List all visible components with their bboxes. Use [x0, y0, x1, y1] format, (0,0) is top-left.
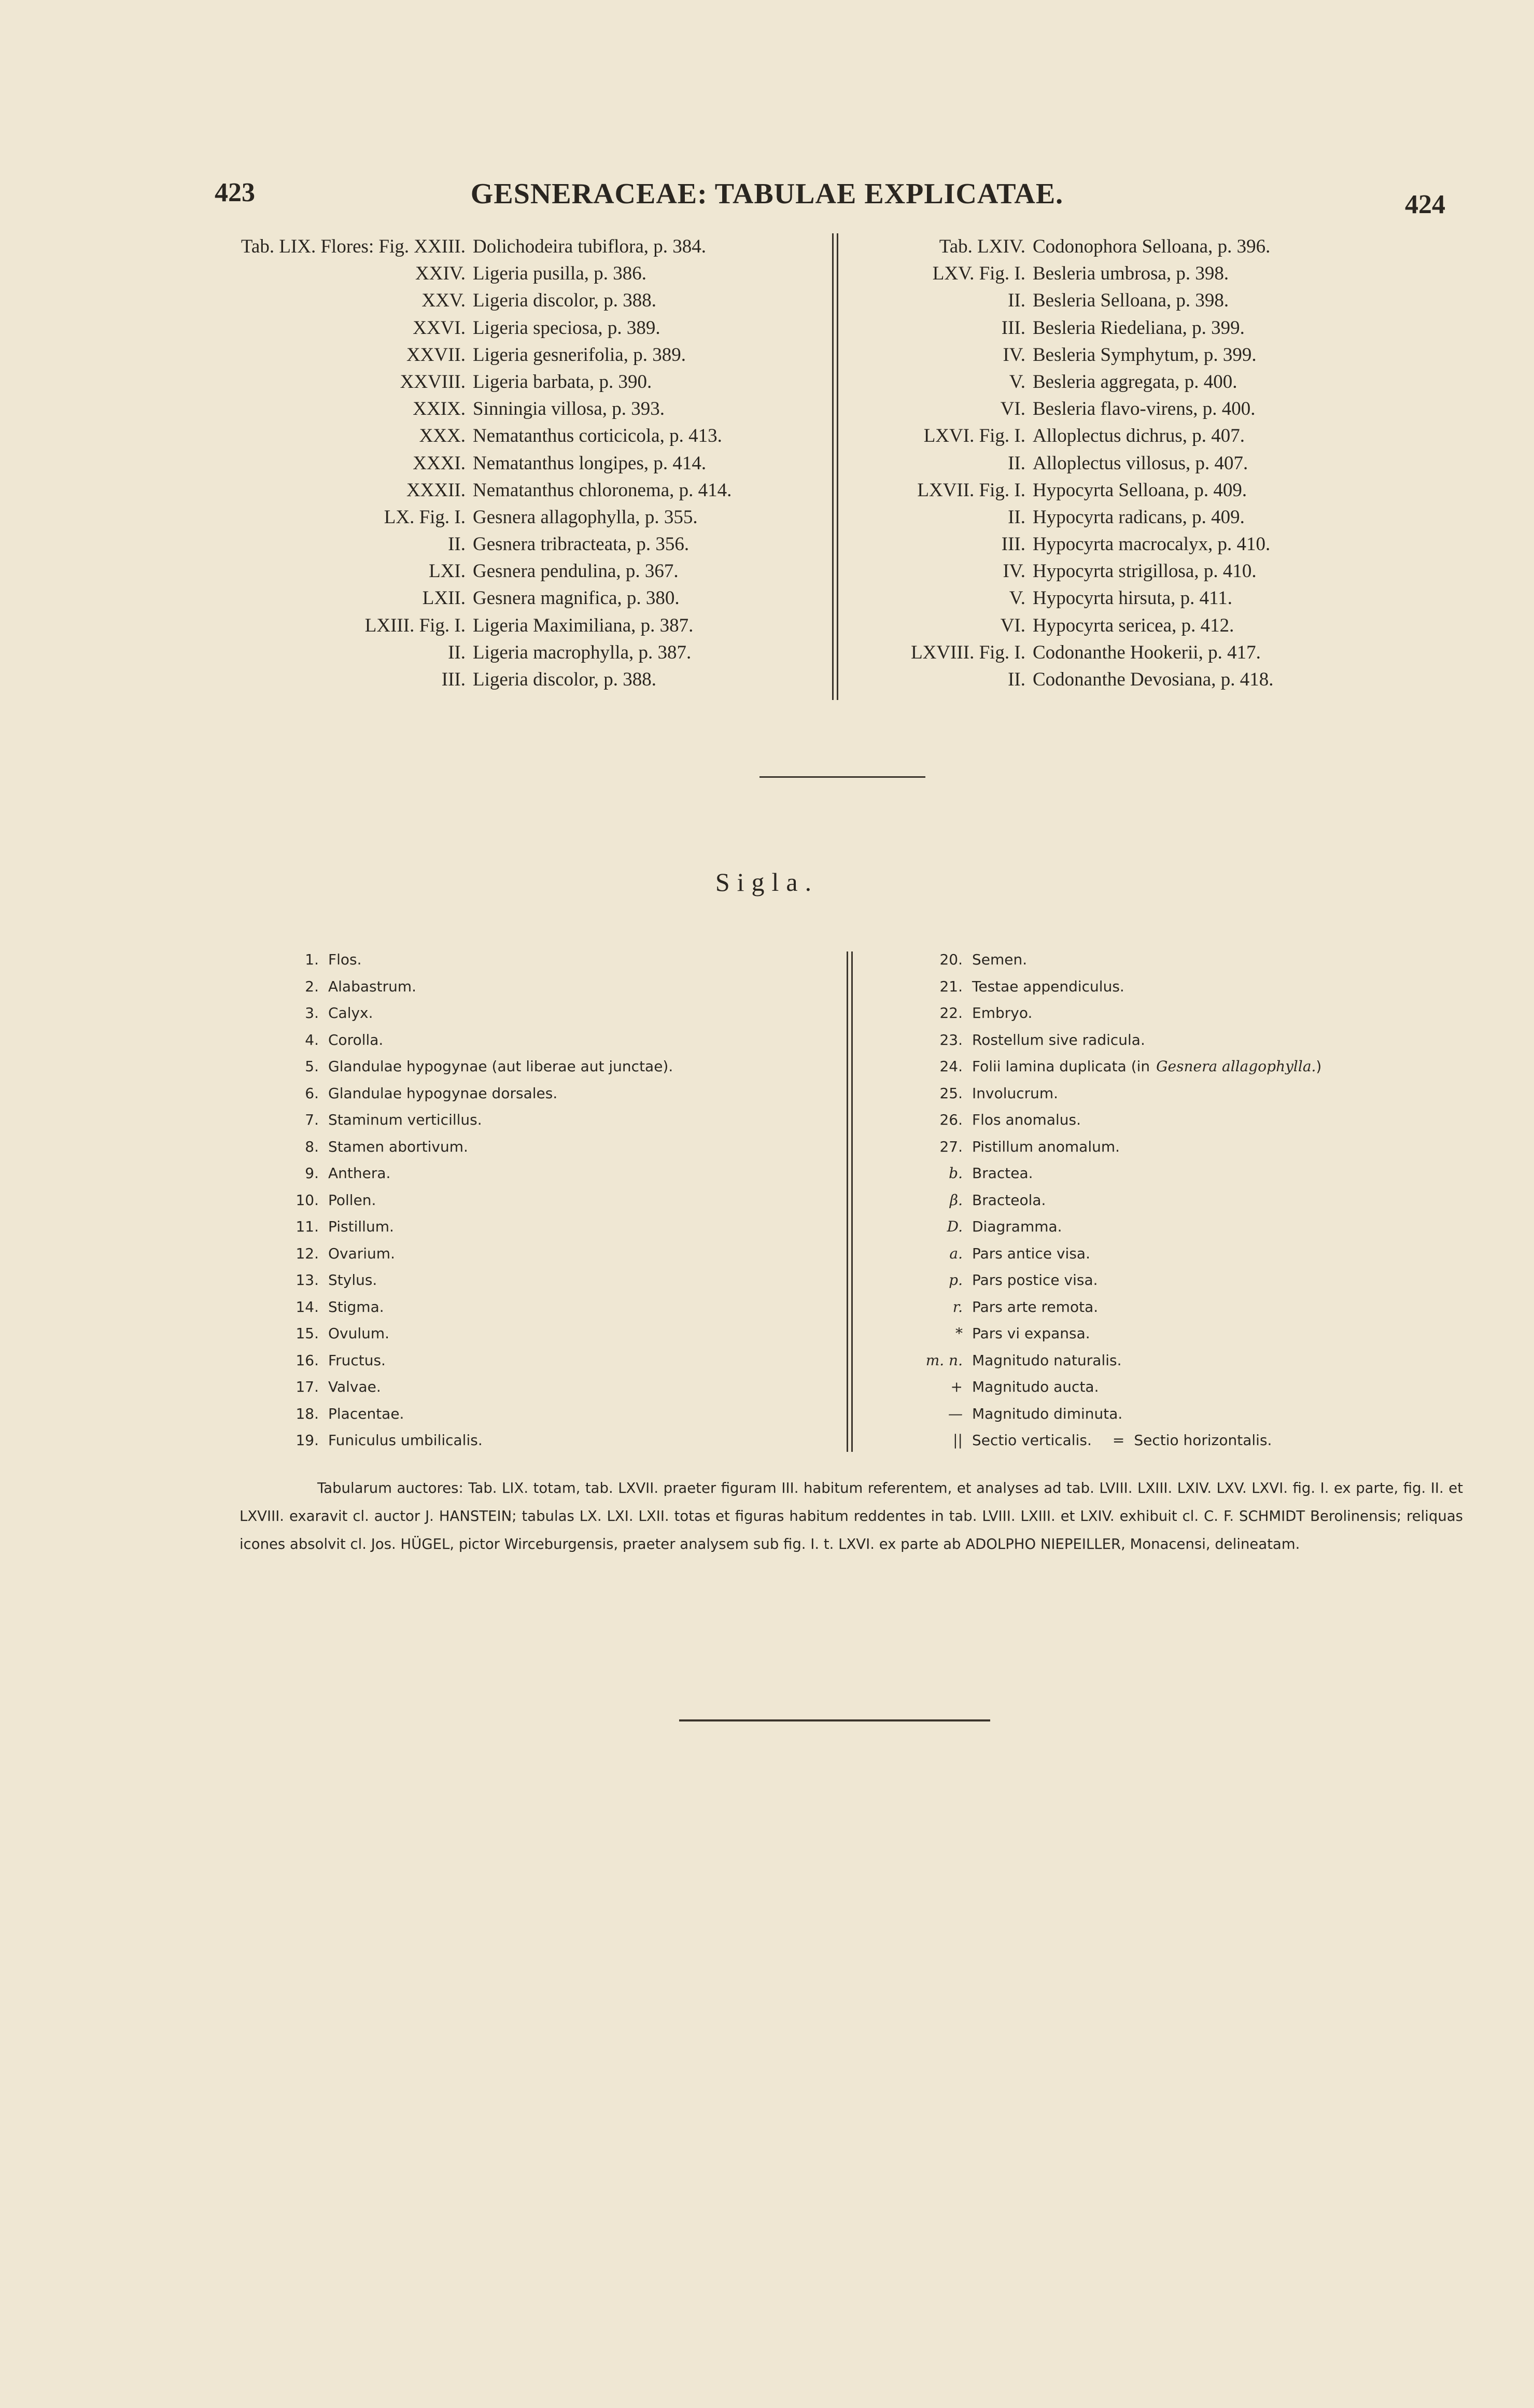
tabula-entry	[197, 315, 809, 342]
sigla-text-main: Corolla.	[328, 1031, 384, 1048]
sigla-entry	[290, 946, 835, 973]
sigla-entry	[881, 1160, 1477, 1187]
sigla-entry	[290, 1427, 835, 1454]
tabula-text: Besleria Symphytum, p. 399.	[1033, 344, 1257, 366]
tabula-entry	[197, 450, 809, 477]
tabula-text: Alloplectus dichrus, p. 407.	[1033, 425, 1245, 447]
sigla-text-main: Semen.	[972, 951, 1028, 968]
sigla-entry	[881, 1027, 1477, 1054]
sigla-text	[972, 1027, 1145, 1054]
sigla-text-main: Pistillum.	[328, 1218, 394, 1235]
sigla-symbol: 6.	[305, 1084, 319, 1102]
sigla-text	[328, 1027, 383, 1054]
sigla-text-main: Involucrum.	[972, 1084, 1059, 1102]
sigla-text-main: Rostellum sive radicula.	[972, 1031, 1145, 1048]
tabula-text: Gesnera pendulina, p. 367.	[473, 561, 679, 582]
sigla-entry	[881, 1294, 1477, 1321]
tabula-label: LXVII. Fig. I.	[917, 479, 1025, 501]
column-divider	[832, 233, 834, 700]
tabula-text: Hypocyrta hirsuta, p. 411.	[1033, 587, 1232, 609]
sigla-text	[328, 1347, 386, 1374]
tabula-entry	[861, 504, 1483, 531]
tabula-text: Gesnera allagophylla, p. 355.	[473, 506, 698, 528]
sigla-text-main: Pars postice visa.	[972, 1271, 1098, 1289]
tabula-text: Ligeria discolor, p. 388.	[473, 290, 657, 312]
tabula-label: XXXI.	[413, 452, 466, 474]
sigla-entry	[290, 1401, 835, 1427]
section-rule	[759, 776, 925, 778]
sigla-text-main: Flos.	[328, 951, 362, 968]
tabula-entry	[861, 342, 1483, 369]
tabula-text: Hypocyrta strigillosa, p. 410.	[1033, 561, 1257, 582]
sigla-symbol: 1.	[305, 951, 319, 968]
sigla-text-main: Magnitudo naturalis.	[972, 1351, 1122, 1369]
tabula-text: Besleria Riedeliana, p. 399.	[1033, 317, 1245, 339]
sigla-text	[328, 1187, 376, 1214]
tabula-entry	[197, 477, 809, 504]
sigla-entry	[290, 1133, 835, 1160]
page-number-left: 423	[215, 178, 255, 207]
sigla-symbol: 14.	[295, 1298, 319, 1315]
sigla-text-main: Alabastrum.	[328, 977, 417, 995]
tabula-label: VI.	[1000, 614, 1025, 636]
sigla-symbol: 8.	[305, 1138, 319, 1155]
tabula-label: Tab. LIX. Flores: Fig. XXIII.	[241, 236, 466, 257]
sigla-symbol: 24.	[939, 1058, 963, 1075]
tabula-text: Sinningia villosa, p. 393.	[473, 398, 665, 420]
sigla-right-list	[881, 946, 1477, 1454]
sigla-symbol: +	[950, 1378, 963, 1395]
tabula-label: II.	[448, 534, 466, 555]
sigla-text	[328, 946, 362, 973]
tabula-text: Ligeria barbata, p. 390.	[473, 371, 652, 393]
sigla-text	[328, 1240, 395, 1267]
tabula-label: IV.	[1003, 561, 1025, 582]
sigla-symbol: 2.	[305, 977, 319, 995]
sigla-entry	[881, 1000, 1477, 1027]
sigla-entry	[290, 1374, 835, 1401]
sigla-symbol: 22.	[939, 1004, 963, 1021]
tabula-text: Besleria umbrosa, p. 398.	[1033, 263, 1229, 285]
sigla-text-main: Placentae.	[328, 1405, 404, 1422]
sigla-text-main: Ovarium.	[328, 1244, 395, 1262]
tabula-label: LXIII. Fig. I.	[364, 614, 466, 636]
sigla-text-main: Glandulae hypogynae dorsales.	[328, 1084, 558, 1102]
sigla-text-main: Pars arte remota.	[972, 1298, 1099, 1315]
tabula-entry	[861, 666, 1483, 693]
sigla-entry	[290, 1187, 835, 1214]
sigla-text	[328, 1213, 394, 1240]
tabula-entry	[197, 369, 809, 396]
tabula-entry	[861, 260, 1483, 287]
sigla-symbol: 27.	[939, 1138, 963, 1155]
tabula-label: LXV. Fig. I.	[932, 263, 1025, 285]
sigla-symbol: 9.	[305, 1165, 319, 1182]
tabula-label: Tab. LXIV.	[939, 236, 1025, 257]
sigla-symbol: 12.	[295, 1244, 319, 1262]
sigla-entry	[881, 1347, 1477, 1374]
tabulae-left-list	[197, 233, 809, 693]
tabula-label: VI.	[1000, 398, 1025, 420]
tabula-entry	[197, 342, 809, 369]
tabula-text: Ligeria speciosa, p. 389.	[473, 317, 660, 339]
tabula-entry	[197, 639, 809, 666]
sigla-symbol: 3.	[305, 1004, 319, 1021]
sigla-text-main: Diagramma.	[972, 1218, 1062, 1235]
sigla-text-main: Stamen abortivum.	[328, 1138, 468, 1155]
sigla-text-main: Testae appendiculus.	[972, 977, 1124, 995]
tabula-text: Hypocyrta Selloana, p. 409.	[1033, 479, 1247, 501]
tabula-entry	[861, 531, 1483, 558]
sigla-symbol: β.	[949, 1191, 963, 1209]
sigla-text-main: Magnitudo diminuta.	[972, 1405, 1123, 1422]
sigla-entry	[290, 1267, 835, 1294]
sigla-symbol: 25.	[939, 1084, 963, 1102]
tabula-label: XXVI.	[413, 317, 466, 339]
sigla-text	[328, 1000, 373, 1027]
sigla-text	[972, 1107, 1081, 1133]
tabula-label: V.	[1009, 587, 1025, 609]
sigla-symbol: b.	[949, 1165, 963, 1182]
tabula-text: Hypocyrta radicans, p. 409.	[1033, 506, 1245, 528]
sigla-text-main: Folii lamina duplicata (in	[972, 1058, 1150, 1075]
sigla-text	[972, 1080, 1058, 1107]
sigla-symbol: 19.	[295, 1432, 319, 1449]
sigla-text	[972, 1213, 1062, 1240]
tabula-label: XXV.	[421, 290, 466, 312]
tabula-label: LXI.	[429, 561, 466, 582]
tabula-label: XXIV.	[415, 263, 466, 285]
sigla-text-main: Embryo.	[972, 1004, 1033, 1021]
sigla-entry	[290, 1107, 835, 1133]
sigla-text-main: Bractea.	[972, 1165, 1033, 1182]
sigla-text	[972, 1320, 1090, 1347]
sigla-entry	[290, 1294, 835, 1321]
sigla-entry	[290, 1320, 835, 1347]
tabula-text: Nematanthus chloronema, p. 414.	[473, 479, 732, 501]
tabula-entry	[861, 477, 1483, 504]
sigla-text	[328, 1080, 557, 1107]
tabula-entry	[861, 396, 1483, 423]
tabula-entry	[197, 423, 809, 450]
sigla-text	[328, 1107, 482, 1133]
tabula-entry	[861, 233, 1483, 260]
sigla-text-main: Funiculus umbilicalis.	[328, 1432, 483, 1449]
tabula-entry	[861, 315, 1483, 342]
sigla-symbol: 5.	[305, 1058, 319, 1075]
sigla-heading: Sigla.	[715, 867, 819, 897]
tabula-label: XXX.	[419, 425, 466, 447]
sigla-text-main: Calyx.	[328, 1004, 373, 1021]
tabula-entry	[197, 287, 809, 314]
sigla-text	[972, 1294, 1098, 1321]
sigla-entry	[881, 1320, 1477, 1347]
tabula-label: V.	[1009, 371, 1025, 393]
tabula-text: Codonanthe Devosiana, p. 418.	[1033, 669, 1274, 690]
tabula-label: II.	[1008, 290, 1025, 312]
sigla-entry	[881, 973, 1477, 1000]
tabula-label: III.	[1001, 534, 1025, 555]
tabula-entry	[197, 558, 809, 585]
sigla-text-main: Pars vi expansa.	[972, 1325, 1090, 1342]
tabula-entry	[861, 612, 1483, 639]
sigla-symbol: 11.	[295, 1218, 319, 1235]
sigla-entry	[881, 1267, 1477, 1294]
sigla-symbol: D.	[947, 1218, 963, 1235]
tabula-text: Besleria aggregata, p. 400.	[1033, 371, 1237, 393]
sigla-text	[328, 1374, 381, 1401]
sigla-text-main: Pollen.	[328, 1191, 376, 1209]
tabula-entry	[861, 585, 1483, 612]
sigla-symbol: a.	[949, 1244, 963, 1262]
sigla-entry	[881, 1187, 1477, 1214]
sigla-divider	[851, 951, 853, 1452]
sigla-text-main: Flos anomalus.	[972, 1111, 1081, 1128]
sigla-text-main: Valvae.	[328, 1378, 381, 1395]
tabula-label: II.	[1008, 669, 1025, 690]
sigla-entry	[290, 1000, 835, 1027]
tabula-text: Codonophora Selloana, p. 396.	[1033, 236, 1271, 257]
sigla-entry	[290, 1080, 835, 1107]
sigla-entry	[290, 1213, 835, 1240]
sigla-text	[328, 1294, 384, 1321]
sigla-entry	[290, 1160, 835, 1187]
sigla-entry	[290, 973, 835, 1000]
tabula-label: LXVI. Fig. I.	[923, 425, 1025, 447]
sigla-text	[972, 1427, 1272, 1454]
bottom-rule	[679, 1719, 990, 1721]
tabula-text: Dolichodeira tubiflora, p. 384.	[473, 236, 707, 257]
tabula-entry	[861, 287, 1483, 314]
sigla-text	[972, 1133, 1120, 1160]
sigla-symbol: m. n.	[925, 1351, 963, 1369]
sigla-symbol: 4.	[305, 1031, 319, 1048]
sigla-text-main: Fructus.	[328, 1351, 386, 1369]
tabula-entry	[197, 260, 809, 287]
sigla-text	[972, 1267, 1098, 1294]
tabula-label: II.	[448, 641, 466, 663]
tabula-text: Nematanthus longipes, p. 414.	[473, 452, 707, 474]
tabula-entry	[197, 666, 809, 693]
tabula-entry	[197, 504, 809, 531]
sigla-text	[328, 1320, 389, 1347]
sigla-divider	[847, 951, 848, 1452]
sigla-text	[972, 946, 1027, 973]
sigla-text	[972, 1347, 1122, 1374]
sigla-symbol: 10.	[295, 1191, 319, 1209]
sigla-text-main: Pars antice visa.	[972, 1244, 1090, 1262]
sigla-text-main: Stigma.	[328, 1298, 384, 1315]
tabulae-right-list	[861, 233, 1483, 693]
sigla-entry	[881, 1133, 1477, 1160]
sigla-entry	[881, 1080, 1477, 1107]
tabula-text: Ligeria discolor, p. 388.	[473, 669, 657, 690]
sigla-text	[328, 1053, 673, 1080]
page-title: GESNERACEAE: TABULAE EXPLICATAE.	[470, 178, 1064, 210]
sigla-text	[972, 1160, 1033, 1187]
sigla-text	[328, 1401, 404, 1427]
tabula-entry	[197, 612, 809, 639]
tabula-entry	[861, 369, 1483, 396]
sigla-extra-text: Sectio horizontalis.	[1134, 1432, 1272, 1449]
tabula-text: Alloplectus villosus, p. 407.	[1033, 452, 1248, 474]
tabula-entry	[197, 233, 809, 260]
sigla-entry	[881, 1401, 1477, 1427]
tabula-text: Ligeria macrophylla, p. 387.	[473, 641, 692, 663]
sigla-text	[972, 1053, 1321, 1080]
tabula-label: II.	[1008, 452, 1025, 474]
sigla-symbol: —	[948, 1405, 963, 1422]
tabula-entry	[861, 639, 1483, 666]
tabula-text: Besleria flavo-virens, p. 400.	[1033, 398, 1256, 420]
sigla-symbol: 13.	[295, 1271, 319, 1289]
sigla-symbol: 18.	[295, 1405, 319, 1422]
tabula-text: Codonanthe Hookerii, p. 417.	[1033, 641, 1261, 663]
column-divider	[837, 233, 838, 700]
sigla-text-main: Staminum verticillus.	[328, 1111, 482, 1128]
tabula-label: LX. Fig. I.	[384, 506, 466, 528]
tabula-label: XXXII.	[406, 479, 466, 501]
sigla-entry	[881, 1374, 1477, 1401]
tabula-label: LXII.	[422, 587, 466, 609]
sigla-text	[972, 1240, 1090, 1267]
tabula-text: Ligeria gesnerifolia, p. 389.	[473, 344, 686, 366]
tabula-entry	[197, 585, 809, 612]
sigla-entry	[290, 1053, 835, 1080]
tabula-text: Hypocyrta macrocalyx, p. 410.	[1033, 534, 1271, 555]
sigla-symbol: 17.	[295, 1378, 319, 1395]
sigla-text	[328, 1133, 468, 1160]
sigla-text-main: Bracteola.	[972, 1191, 1046, 1209]
sigla-symbol: 16.	[295, 1351, 319, 1369]
sigla-text	[972, 1187, 1046, 1214]
sigla-symbol: 23.	[939, 1031, 963, 1048]
tabula-text: Ligeria Maximiliana, p. 387.	[473, 614, 694, 636]
sigla-entry	[881, 946, 1477, 973]
tabula-label: XXVII.	[406, 344, 466, 366]
sigla-symbol: 26.	[939, 1111, 963, 1128]
tabula-label: II.	[1008, 506, 1025, 528]
tabula-text: Ligeria pusilla, p. 386.	[473, 263, 646, 285]
tabula-entry	[197, 531, 809, 558]
sigla-text-main: Magnitudo aucta.	[972, 1378, 1099, 1395]
sigla-extra-symbol: =	[1112, 1432, 1125, 1449]
sigla-text	[328, 1427, 483, 1454]
tabula-label: III.	[1001, 317, 1025, 339]
sigla-text-italic: Gesnera allagophylla.	[1156, 1058, 1316, 1075]
sigla-symbol: r.	[952, 1298, 963, 1315]
page-number-right: 424	[1405, 190, 1445, 219]
tabula-label: XXIX.	[413, 398, 466, 420]
sigla-text-main: Anthera.	[328, 1165, 391, 1182]
sigla-left-list	[290, 946, 835, 1454]
tabula-entry	[861, 423, 1483, 450]
sigla-text-main: Sectio verticalis.	[972, 1432, 1092, 1449]
sigla-text-main: Stylus.	[328, 1271, 377, 1289]
tabula-text: Gesnera tribracteata, p. 356.	[473, 534, 689, 555]
sigla-entry	[881, 1213, 1477, 1240]
tabula-label: III.	[441, 669, 466, 690]
tabula-label: IV.	[1003, 344, 1025, 366]
sigla-text	[972, 973, 1124, 1000]
sigla-symbol: 21.	[939, 977, 963, 995]
sigla-text-main: Glandulae hypogynae (aut liberae aut junctae).	[328, 1058, 673, 1075]
sigla-entry	[881, 1053, 1477, 1080]
sigla-text	[328, 1267, 377, 1294]
sigla-entry	[881, 1427, 1477, 1454]
sigla-text-main: Ovulum.	[328, 1325, 390, 1342]
tabula-entry	[861, 450, 1483, 477]
sigla-symbol: ||	[953, 1432, 963, 1449]
sigla-text	[972, 1000, 1032, 1027]
sigla-text-tail: )	[1316, 1058, 1322, 1075]
sigla-symbol: p.	[949, 1271, 963, 1289]
sigla-entry	[881, 1107, 1477, 1133]
sigla-text	[972, 1374, 1099, 1401]
sigla-entry	[290, 1240, 835, 1267]
tabula-text: Besleria Selloana, p. 398.	[1033, 290, 1229, 312]
auctores-paragraph: Tabularum auctores: Tab. LIX. totam, tab. LXVII. praeter figuram III. habitum referentem, et analyses ad tab. LVIII. LXIII. LXIV. LXV. LXVI. fig. I. ex parte, fig. II. et LXVIII. exaravit cl. auctor J. HANSTEIN; tabulas LX. LXI. LXII. totas et figuras habitum reddentes in tab. LVIII. LXIII. et LXIV. exhibuit cl. C. F. SCHMIDT Berolinensis; reliquas icones absolvit cl. Jos. HÜGEL, pictor Wirceburgensis, praeter analysem sub fig. I. t. LXVI. ex parte ab ADOLPHO NIEPEILLER, Monacensi, delineatam.	[240, 1480, 1463, 1552]
sigla-text	[328, 1160, 390, 1187]
tabula-text: Hypocyrta sericea, p. 412.	[1033, 614, 1234, 636]
sigla-symbol: 7.	[305, 1111, 319, 1128]
tabula-label: LXVIII. Fig. I.	[911, 641, 1025, 663]
sigla-symbol: 20.	[939, 951, 963, 968]
sigla-text-main: Pistillum anomalum.	[972, 1138, 1120, 1155]
tabula-text: Gesnera magnifica, p. 380.	[473, 587, 680, 609]
sigla-symbol: *	[955, 1325, 963, 1342]
sigla-entry	[290, 1027, 835, 1054]
tabula-entry	[197, 396, 809, 423]
sigla-symbol: 15.	[295, 1325, 319, 1342]
tabula-label: XXVIII.	[400, 371, 466, 393]
tabula-entry	[861, 558, 1483, 585]
sigla-text	[972, 1401, 1122, 1427]
sigla-entry	[290, 1347, 835, 1374]
tabula-text: Nematanthus corticicola, p. 413.	[473, 425, 722, 447]
sigla-entry	[881, 1240, 1477, 1267]
sigla-text	[328, 973, 416, 1000]
